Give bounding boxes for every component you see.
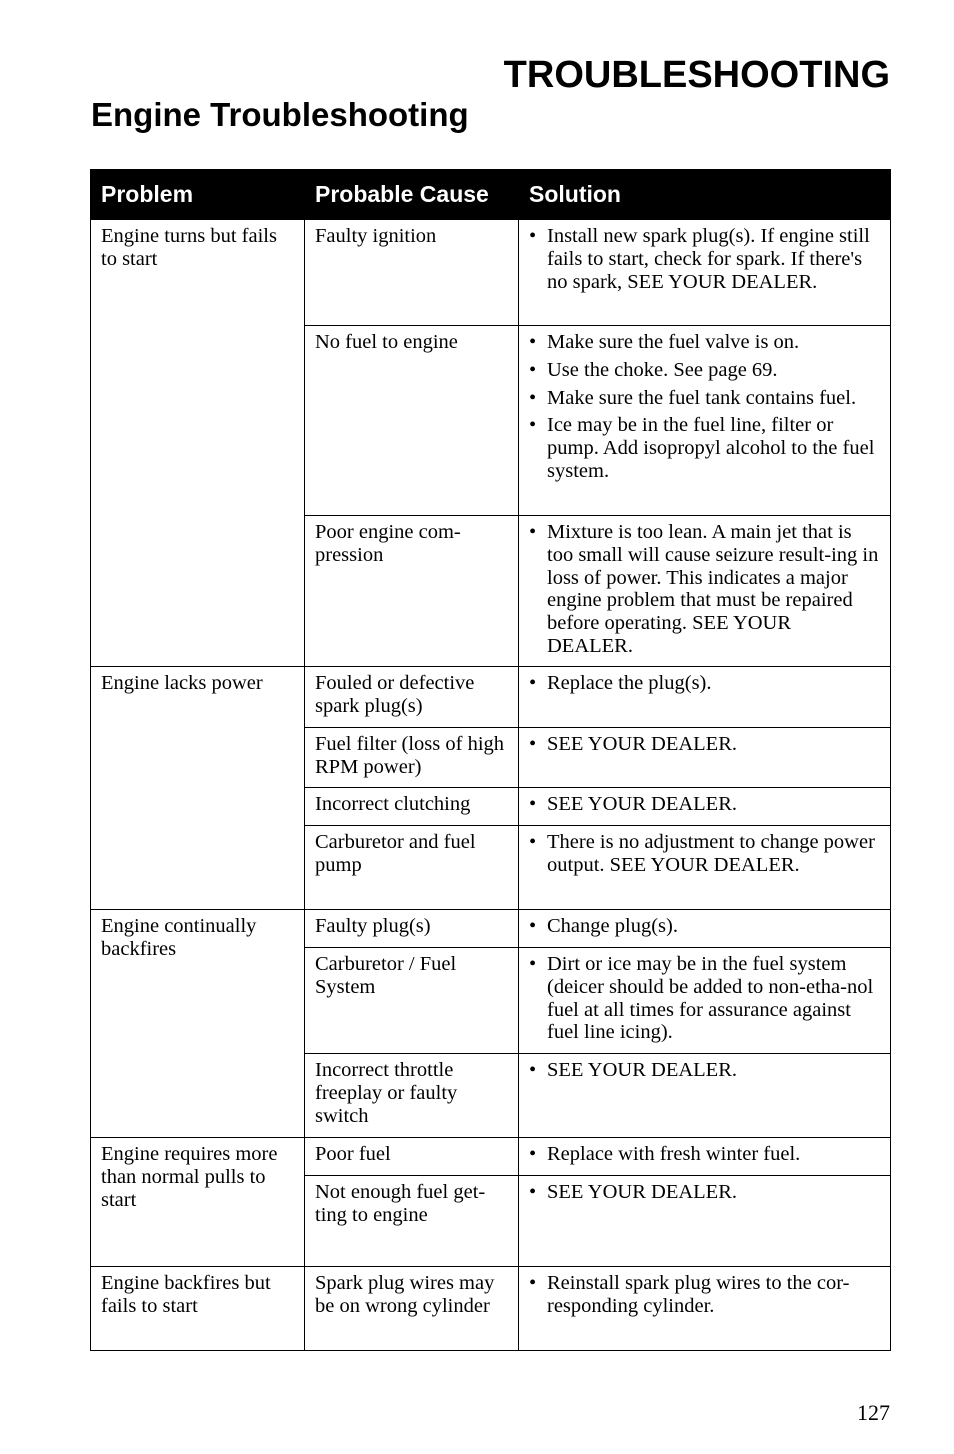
bullet-icon: •	[529, 953, 537, 975]
solution-text: Dirt or ice may be in the fuel system (deicer should be added to non-etha-nol fuel at all times for assurance against fuel line icing).	[547, 953, 874, 1044]
solution-cell	[519, 1054, 891, 1138]
solution-item	[529, 915, 880, 938]
solution-text: SEE YOUR DEALER.	[547, 793, 737, 815]
cause-cell: Carburetor and fuel pump	[305, 826, 519, 910]
solution-item	[529, 1059, 880, 1082]
table-body	[91, 220, 891, 1351]
solution-item	[529, 414, 880, 482]
solution-list	[529, 331, 880, 483]
cause-cell: Not enough fuel get-ting to engine	[305, 1176, 519, 1267]
solution-list	[529, 831, 880, 877]
solution-item	[529, 359, 880, 382]
solution-text: Make sure the fuel tank contains fuel.	[547, 386, 857, 409]
solution-text: SEE YOUR DEALER.	[547, 733, 737, 755]
solution-text: Install new spark plug(s). If engine still fails to start, check for spark. If there's no spark, SEE YOUR DEALER.	[547, 225, 870, 293]
solution-item	[529, 831, 880, 877]
solution-list	[529, 915, 880, 938]
table-row	[91, 910, 891, 948]
solution-item	[529, 225, 880, 293]
cause-cell: Fouled or defective spark plug(s)	[305, 667, 519, 728]
solution-text: Mixture is too lean. A main jet that is too small will cause seizure result-ing in loss of power. This indicates a major engine problem that must be repaired before operating. SEE YOUR DEALER.	[547, 521, 879, 657]
cause-cell: Incorrect throttle freeplay or faulty switch	[305, 1054, 519, 1138]
solution-text: There is no adjustment to change power output. SEE YOUR DEALER.	[547, 831, 875, 876]
solution-list	[529, 521, 880, 658]
chapter-title: TROUBLESHOOTING	[503, 54, 890, 96]
cause-cell: Incorrect clutching	[305, 788, 519, 826]
solution-list	[529, 672, 880, 695]
bullet-icon: •	[529, 1272, 537, 1294]
solution-list	[529, 1143, 880, 1166]
solution-cell	[519, 910, 891, 948]
solution-text: Change plug(s).	[547, 915, 678, 937]
header-problem: Problem	[91, 170, 305, 220]
problem-cell: Engine requires more than normal pulls to start	[91, 1138, 305, 1267]
solution-text: Ice may be in the fuel line, filter or pump. Add isopropyl alcohol to the fuel system.	[547, 414, 875, 482]
solution-text: Make sure the fuel valve is on.	[547, 331, 800, 353]
solution-text: Replace the plug(s).	[547, 672, 712, 694]
table-row	[91, 1138, 891, 1176]
cause-cell: Faulty plug(s)	[305, 910, 519, 948]
header-probable-cause: Probable Cause	[305, 170, 519, 220]
bullet-icon: •	[529, 225, 537, 247]
bullet-icon: •	[529, 1143, 537, 1165]
solution-list	[529, 793, 880, 816]
table-row	[91, 667, 891, 728]
cause-cell: Carburetor / Fuel System	[305, 948, 519, 1054]
problem-cell: Engine turns but fails to start	[91, 220, 305, 667]
solution-text: SEE YOUR DEALER.	[547, 1059, 737, 1081]
bullet-icon: •	[529, 672, 537, 694]
solution-list	[529, 1181, 880, 1204]
solution-item	[529, 1143, 880, 1166]
cause-cell: Fuel filter (loss of high RPM power)	[305, 728, 519, 788]
solution-item	[529, 1181, 880, 1204]
bullet-icon: •	[529, 915, 537, 937]
solution-list	[529, 953, 880, 1044]
cause-cell: Poor fuel	[305, 1138, 519, 1176]
solution-cell	[519, 788, 891, 826]
solution-cell	[519, 1267, 891, 1351]
problem-cell: Engine continually backfires	[91, 910, 305, 1138]
solution-item	[529, 1272, 880, 1318]
solution-cell	[519, 1138, 891, 1176]
solution-cell	[519, 1176, 891, 1267]
solution-cell	[519, 220, 891, 326]
table-row	[91, 220, 891, 326]
bullet-icon: •	[529, 358, 537, 381]
solution-cell	[519, 948, 891, 1054]
solution-item	[529, 387, 880, 410]
troubleshooting-table	[90, 169, 891, 1351]
bullet-icon: •	[529, 831, 537, 853]
cause-cell: Spark plug wires may be on wrong cylinder	[305, 1267, 519, 1351]
table-row	[91, 1267, 891, 1351]
solution-text: Use the choke. See page 69.	[547, 358, 778, 381]
cause-cell: Poor engine com-pression	[305, 516, 519, 667]
cause-cell: No fuel to engine	[305, 326, 519, 516]
page-number: 127	[857, 1400, 890, 1425]
bullet-icon: •	[529, 1059, 537, 1081]
problem-cell: Engine lacks power	[91, 667, 305, 910]
bullet-icon: •	[529, 733, 537, 755]
bullet-icon: •	[529, 331, 537, 353]
solution-list	[529, 733, 880, 756]
bullet-icon: •	[529, 793, 537, 815]
bullet-icon: •	[529, 521, 537, 543]
solution-list	[529, 1272, 880, 1318]
solution-cell	[519, 826, 891, 910]
solution-list	[529, 225, 880, 293]
solution-cell	[519, 326, 891, 516]
solution-text: SEE YOUR DEALER.	[547, 1181, 737, 1203]
solution-cell	[519, 667, 891, 728]
solution-item	[529, 331, 880, 354]
cause-cell: Faulty ignition	[305, 220, 519, 326]
bullet-icon: •	[529, 414, 537, 437]
solution-item	[529, 672, 880, 695]
bullet-icon: •	[529, 1181, 537, 1203]
solution-text: Replace with fresh winter fuel.	[547, 1143, 801, 1165]
bullet-icon: •	[529, 386, 537, 409]
header-solution: Solution	[519, 170, 891, 220]
solution-cell	[519, 728, 891, 788]
solution-text: Reinstall spark plug wires to the cor-responding cylinder.	[547, 1272, 850, 1317]
solution-item	[529, 521, 880, 658]
solution-cell	[519, 516, 891, 667]
solution-item	[529, 953, 880, 1044]
solution-list	[529, 1059, 880, 1082]
solution-item	[529, 793, 880, 816]
table-header-row	[91, 170, 891, 220]
solution-item	[529, 733, 880, 756]
section-title: Engine Troubleshooting	[91, 96, 469, 133]
problem-cell: Engine backfires but fails to start	[91, 1267, 305, 1351]
